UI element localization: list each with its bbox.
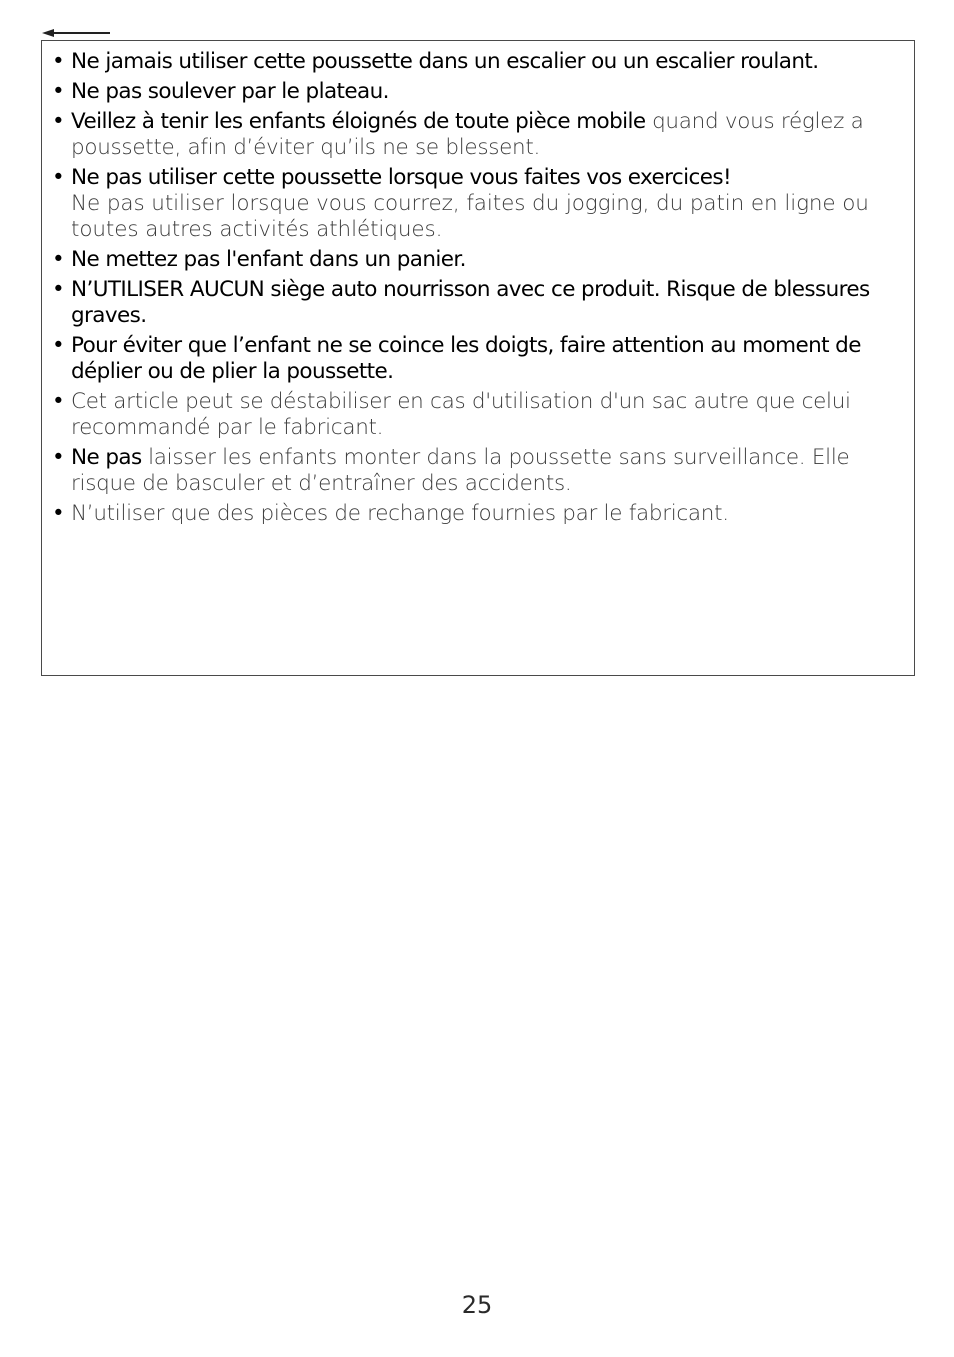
warning-bold: Pour éviter que l’enfant ne se coince les doigts, faire attention au moment de déplier ou de plier la poussette. — [71, 333, 861, 384]
warning-bold: Ne pas — [71, 445, 142, 470]
warning-item — [52, 109, 908, 161]
bullet: • — [52, 277, 65, 302]
warnings-list — [42, 41, 914, 527]
bullet: • — [52, 49, 65, 74]
warning-item — [52, 445, 908, 497]
bullet: • — [52, 165, 65, 190]
bullet: • — [52, 79, 65, 104]
bullet: • — [52, 389, 65, 414]
bullet: • — [52, 109, 65, 134]
warning-item — [52, 49, 908, 75]
bullet: • — [52, 333, 65, 358]
warning-bold: Veillez à tenir les enfants éloignés de toute pièce mobile — [71, 109, 646, 134]
warning-text: laisser les enfants monter dans la poussette sans surveillance. Elle risque de basculer et d’entraîner des accidents. — [71, 445, 850, 496]
warning-text: quand vous réglez a poussette, afin d’éviter qu’ils ne se blessent. — [71, 109, 864, 160]
page-number: 25 — [461, 1291, 493, 1319]
warning-bold: Ne pas utiliser cette poussette lorsque vous faites vos exercices! — [71, 165, 731, 190]
warning-item — [52, 165, 908, 243]
warning-bold: Ne mettez pas l'enfant dans un panier. — [71, 247, 466, 272]
bullet: • — [52, 501, 65, 526]
warning-item — [52, 389, 908, 441]
warning-item — [52, 247, 908, 273]
warning-item — [52, 333, 908, 385]
warning-item — [52, 277, 908, 329]
warning-bold: Ne jamais utiliser cette poussette dans un escalier ou un escalier roulant. — [71, 49, 819, 74]
warning-text: N’utiliser que des pièces de rechange fournies par le fabricant. — [71, 501, 729, 526]
left-arrow-icon — [42, 27, 110, 39]
warning-item — [52, 79, 908, 105]
warning-bold: N’UTILISER AUCUN siège auto nourrisson avec ce produit. Risque de blessures graves. — [71, 277, 870, 328]
warning-detail: Ne pas utiliser lorsque vous courrez, faites du jogging, du patin en ligne ou toutes autres activités athlétiques. — [71, 191, 869, 242]
bullet: • — [52, 445, 65, 470]
warning-text: Cet article peut se déstabiliser en cas d'utilisation d'un sac autre que celui recommandé par le fabricant. — [71, 389, 851, 440]
warnings-box — [41, 40, 915, 676]
warning-bold: Ne pas soulever par le plateau. — [71, 79, 389, 104]
bullet: • — [52, 247, 65, 272]
warning-item — [52, 501, 908, 527]
